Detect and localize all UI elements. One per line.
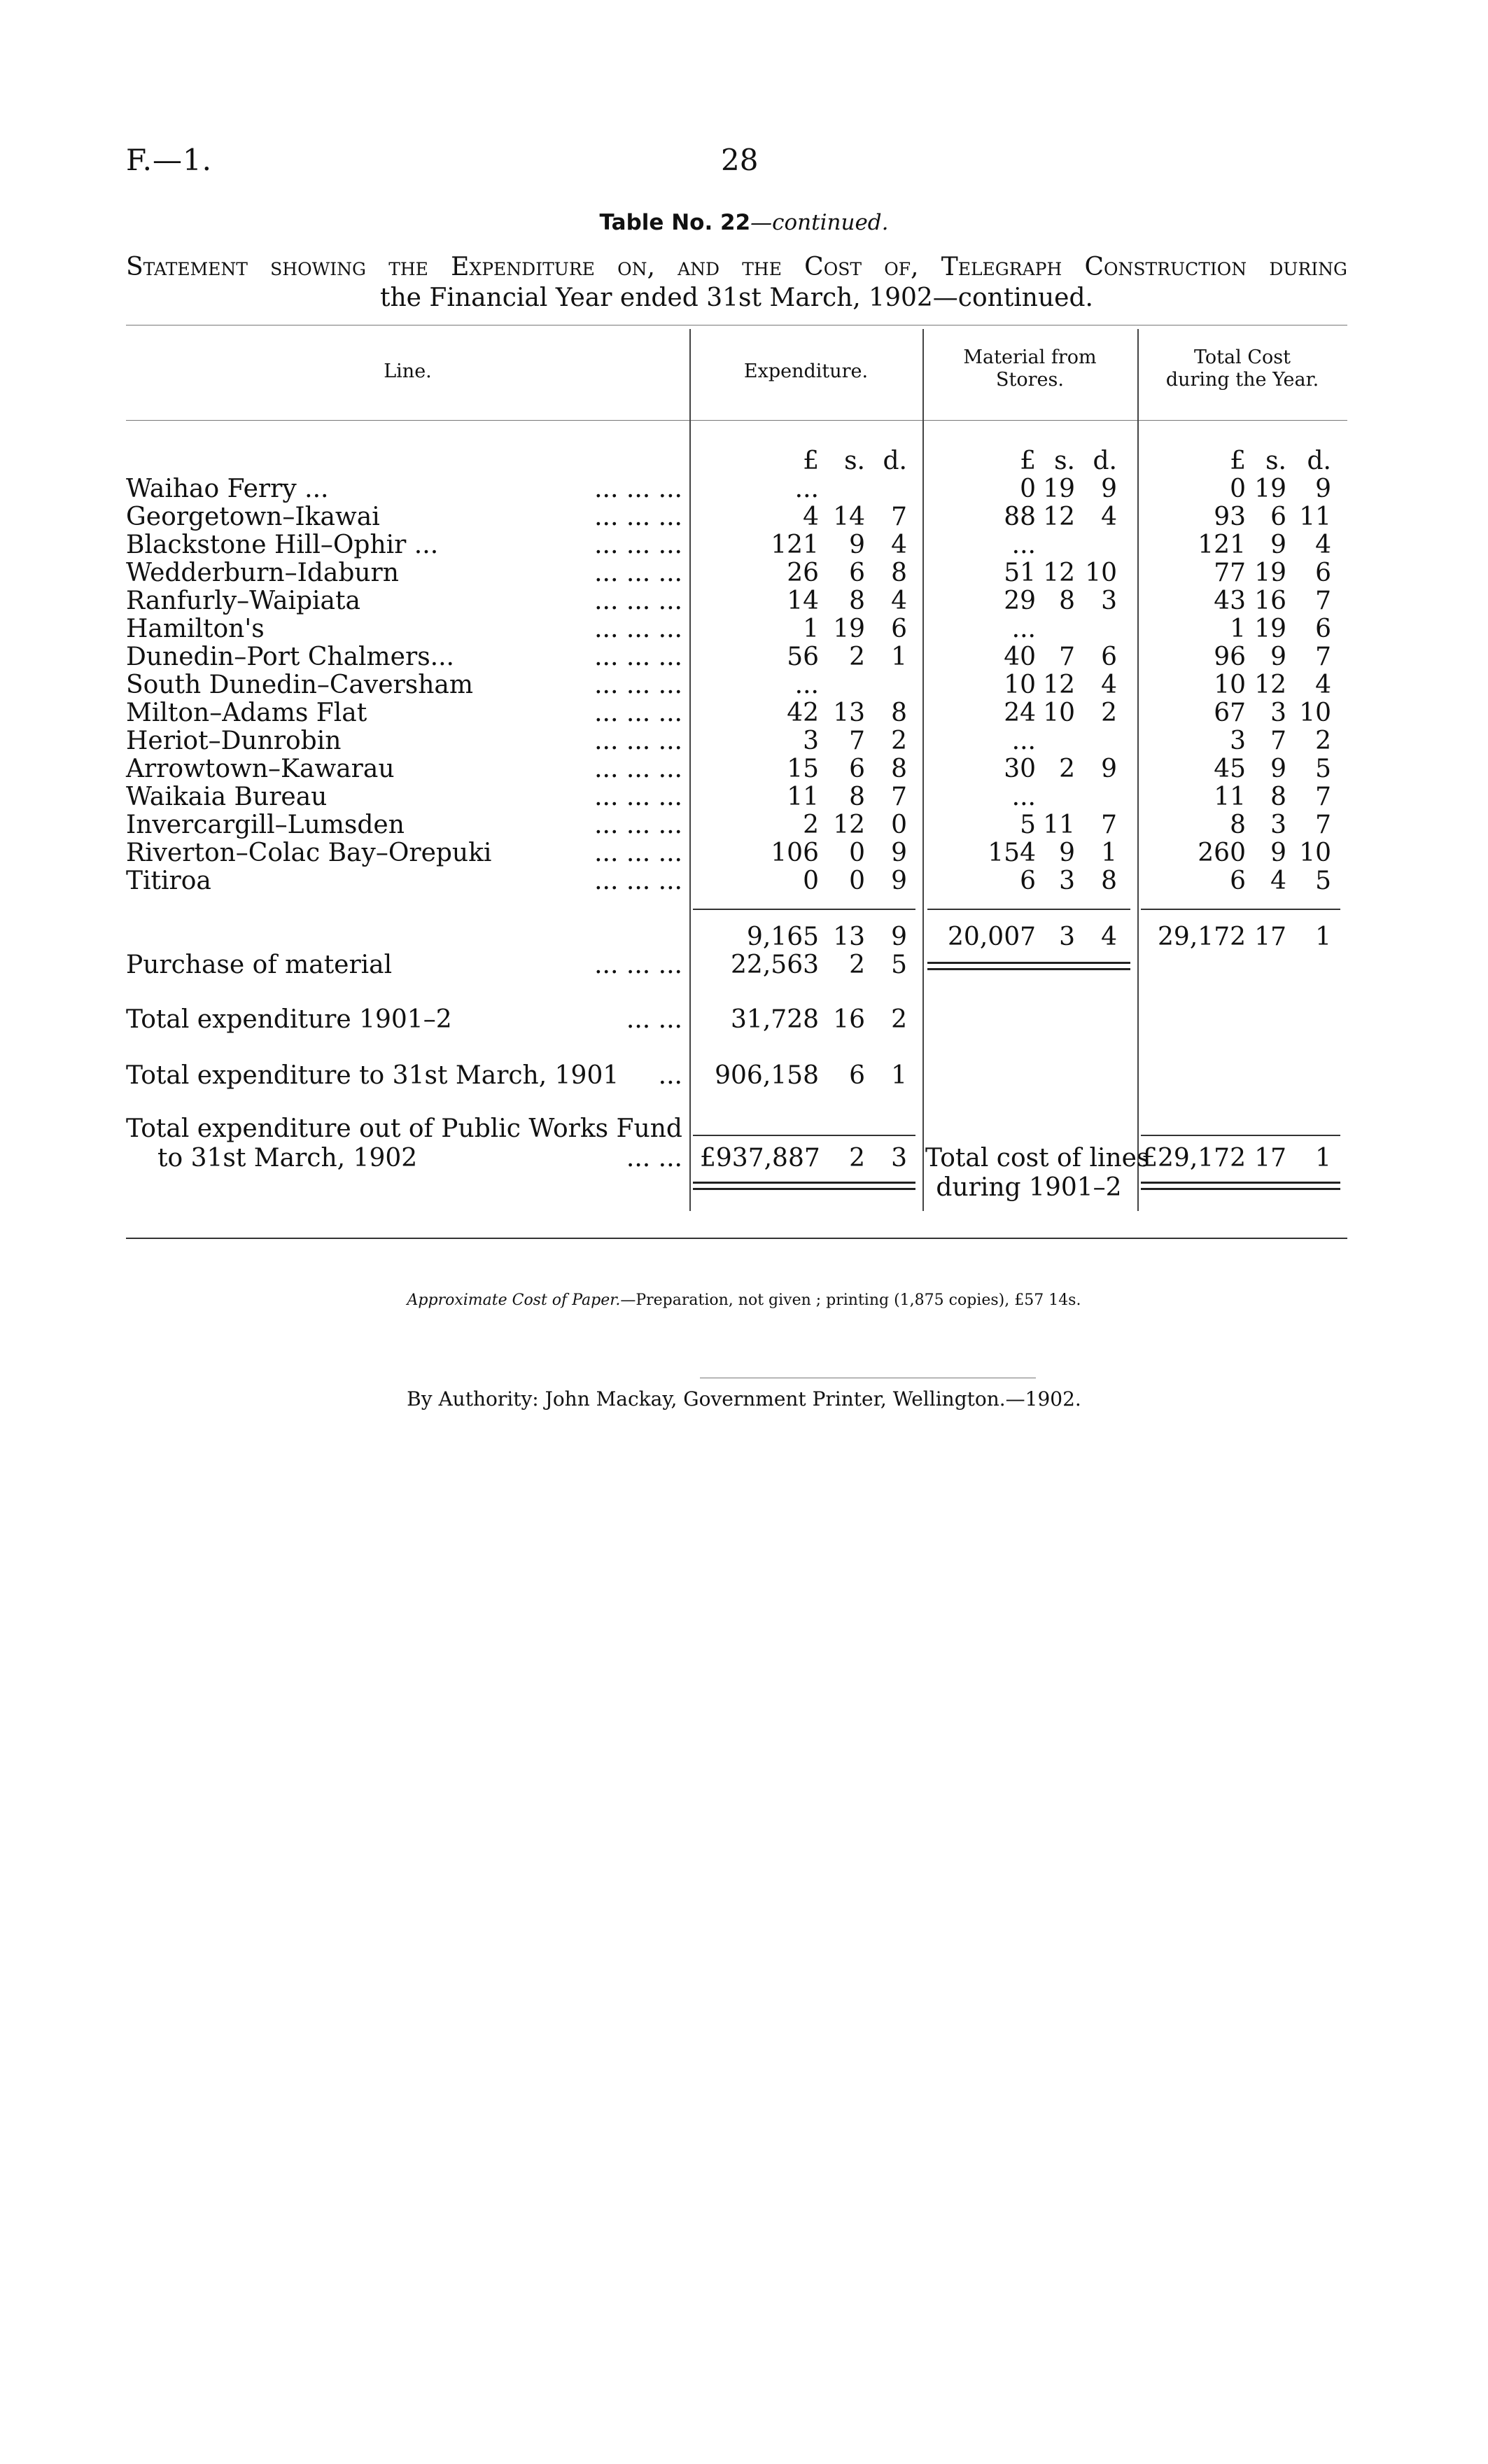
mat-pence: 6 — [1101, 643, 1117, 671]
exp-pence: 5 — [891, 951, 907, 979]
paper-cost-label: Approximate Cost of Paper. — [407, 1292, 621, 1309]
column-header-material — [922, 346, 1137, 391]
leader-dots: ... ... — [626, 1144, 682, 1172]
table-bottom-rule — [126, 1238, 1347, 1239]
leader-dots: ... ... — [626, 1005, 682, 1034]
tot-pence: 11 — [1299, 503, 1331, 531]
exp-shillings: 6 — [849, 559, 865, 587]
tot-shillings: 9 — [1270, 839, 1286, 867]
mat-pounds: 40 — [1004, 643, 1036, 671]
exp-pounds: ... — [794, 475, 819, 503]
mat-pence: 4 — [1101, 923, 1117, 951]
tot-shillings: 9 — [1270, 755, 1286, 783]
grand-total-tot-double-rule — [1141, 1182, 1340, 1190]
exp-pounds: 106 — [771, 839, 819, 867]
exp-pence: 1 — [891, 643, 907, 671]
leader-dots: ... — [658, 1061, 682, 1090]
table-title-continued: —continued. — [750, 210, 889, 235]
exp-pounds: 26 — [787, 559, 819, 587]
column-header-expenditure: Expenditure. — [743, 360, 869, 382]
mat-pence: 8 — [1101, 867, 1117, 895]
exp-shillings: 0 — [849, 839, 865, 867]
unit-pence: d. — [1093, 447, 1117, 475]
tot-pence: 2 — [1315, 727, 1331, 755]
tot-shillings: 19 — [1254, 559, 1286, 587]
exp-pence: 9 — [891, 839, 907, 867]
exp-shillings: 6 — [849, 1061, 865, 1090]
exp-pounds: 0 — [803, 867, 819, 895]
exp-pounds: 906,158 — [715, 1061, 819, 1090]
leader-dots: ... ... ... — [594, 839, 682, 867]
mat-pence: 4 — [1101, 671, 1117, 699]
mat-shillings: 7 — [1059, 643, 1075, 671]
exp-pounds: 14 — [787, 587, 819, 615]
tot-shillings: 9 — [1270, 643, 1286, 671]
tot-shillings: 19 — [1254, 475, 1286, 503]
mat-pounds: 30 — [1004, 755, 1036, 783]
grand-total-mid-label-1: Total cost of lines — [925, 1144, 1150, 1172]
exp-pence: 7 — [891, 503, 907, 531]
mat-pounds: 154 — [988, 839, 1036, 867]
tot-shillings: 16 — [1254, 587, 1286, 615]
exp-shillings: 14 — [833, 503, 865, 531]
exp-shillings: 16 — [833, 1005, 865, 1034]
line-name: Waihao Ferry ... — [126, 475, 329, 503]
exp-pence: 2 — [891, 1005, 907, 1034]
tot-pence: 7 — [1315, 643, 1331, 671]
tot-pounds: 260 — [1198, 839, 1246, 867]
exp-pounds: 11 — [787, 783, 819, 811]
exp-pence: 3 — [891, 1144, 907, 1172]
line-name: Invercargill–Lumsden — [126, 811, 405, 839]
mat-shillings: 9 — [1059, 839, 1075, 867]
unit-pence: d. — [1307, 447, 1331, 475]
mat-pounds: 10 — [1004, 671, 1036, 699]
total-1901-2-label: Total expenditure 1901–2 — [126, 1005, 452, 1034]
grand-total-top-rule — [693, 1135, 915, 1136]
document-reference: F.—1. — [126, 143, 213, 177]
mat-pounds: 0 — [1020, 475, 1036, 503]
exp-shillings: 19 — [833, 615, 865, 643]
exp-pounds: 9,165 — [746, 923, 819, 951]
tot-shillings: 7 — [1270, 727, 1286, 755]
line-name: Wedderburn–Idaburn — [126, 559, 399, 587]
exp-pounds: 121 — [771, 531, 819, 559]
column-header-total — [1137, 346, 1347, 391]
line-name: Waikaia Bureau — [126, 783, 328, 811]
mat-pence: 2 — [1101, 699, 1117, 727]
exp-pounds: 56 — [787, 643, 819, 671]
grand-total-exp-double-rule — [693, 1182, 915, 1190]
exp-pounds: 2 — [803, 811, 819, 839]
mat-pounds: 24 — [1004, 699, 1036, 727]
exp-shillings: 13 — [833, 699, 865, 727]
column-header-material-line-2: Stores. — [996, 369, 1064, 391]
statement-line-2: the Financial Year ended 31st March, 1902—continued. — [380, 284, 1093, 312]
leader-dots: ... ... ... — [594, 783, 682, 811]
grand-total-label-line-1: Total expenditure out of Public Works Fund — [126, 1114, 682, 1143]
printer-authority: By Authority: John Mackay, Government Printer, Wellington.—1902. — [407, 1387, 1081, 1410]
leader-dots: ... ... ... — [594, 587, 682, 615]
tot-shillings: 6 — [1270, 503, 1286, 531]
exp-pence: 4 — [891, 531, 907, 559]
exp-shillings: 2 — [849, 643, 865, 671]
exp-shillings: 8 — [849, 783, 865, 811]
tot-shillings: 19 — [1254, 615, 1286, 643]
grand-total-mid-label-2: during 1901–2 — [936, 1173, 1122, 1202]
mat-pence: 4 — [1101, 503, 1117, 531]
exp-pounds: 22,563 — [731, 951, 819, 979]
grand-total-top-rule-right — [1141, 1135, 1340, 1136]
line-name: Arrowtown–Kawarau — [126, 755, 395, 783]
exp-pence: 0 — [891, 811, 907, 839]
unit-shillings: s. — [1054, 447, 1075, 475]
column-header-total-line-1: Total Cost — [1194, 346, 1291, 368]
mat-pence: 9 — [1101, 475, 1117, 503]
tot-shillings: 12 — [1254, 671, 1286, 699]
exp-pounds: 1 — [803, 615, 819, 643]
mat-shillings: 10 — [1043, 699, 1075, 727]
leader-dots: ... ... ... — [594, 615, 682, 643]
tot-shillings: 8 — [1270, 783, 1286, 811]
mat-pounds: ... — [1011, 531, 1036, 559]
exp-shillings: 12 — [833, 811, 865, 839]
mat-shillings: 3 — [1059, 867, 1075, 895]
mat-pounds: 5 — [1020, 811, 1036, 839]
mat-pence: 9 — [1101, 755, 1117, 783]
mat-pounds: 29 — [1004, 587, 1036, 615]
tot-pence: 7 — [1315, 783, 1331, 811]
tot-pence: 4 — [1315, 531, 1331, 559]
leader-dots: ... ... ... — [594, 951, 682, 979]
line-name: Georgetown–Ikawai — [126, 503, 380, 531]
statement-line-1: Statement showing the Expenditure on, and the Cost of, Telegraph Construction during — [126, 253, 1347, 281]
tot-pence: 5 — [1315, 867, 1331, 895]
unit-pound: £ — [803, 447, 819, 475]
paper-cost-text: —Preparation, not given ; printing (1,875 copies), £57 14s. — [620, 1292, 1081, 1309]
tot-pounds: £29,172 — [1142, 1144, 1246, 1172]
tot-pounds: 11 — [1214, 783, 1246, 811]
unit-pence: d. — [883, 447, 907, 475]
mat-pounds: ... — [1011, 783, 1036, 811]
exp-pence: 8 — [891, 755, 907, 783]
line-name: Milton–Adams Flat — [126, 699, 367, 727]
column-header-line: Line. — [384, 360, 432, 382]
tot-pounds: 45 — [1214, 755, 1246, 783]
tot-pounds: 77 — [1214, 559, 1246, 587]
exp-pence: 8 — [891, 559, 907, 587]
exp-pence: 7 — [891, 783, 907, 811]
exp-shillings: 7 — [849, 727, 865, 755]
total-to-1901-label: Total expenditure to 31st March, 1901 — [126, 1061, 619, 1090]
mat-subtotal-double-rule — [927, 962, 1130, 970]
tot-pounds: 0 — [1230, 475, 1246, 503]
leader-dots: ... ... ... — [594, 643, 682, 671]
mat-shillings: 2 — [1059, 755, 1075, 783]
mat-pounds: ... — [1011, 727, 1036, 755]
column-header-total-line-2: during the Year. — [1165, 369, 1319, 391]
exp-shillings: 6 — [849, 755, 865, 783]
paper-cost-note — [0, 1292, 1488, 1309]
exp-pence: 9 — [891, 923, 907, 951]
tot-pounds: 93 — [1214, 503, 1246, 531]
tot-pounds: 43 — [1214, 587, 1246, 615]
exp-pounds: 15 — [787, 755, 819, 783]
mat-pence: 1 — [1101, 839, 1117, 867]
table-top-rule — [126, 325, 1347, 326]
exp-pounds: 4 — [803, 503, 819, 531]
line-name: Heriot–Dunrobin — [126, 727, 342, 755]
tot-pounds: 29,172 — [1158, 923, 1246, 951]
mat-shillings: 12 — [1043, 671, 1075, 699]
tot-shillings: 17 — [1254, 1144, 1286, 1172]
page-number: 28 — [721, 143, 759, 177]
mat-pence: 10 — [1085, 559, 1117, 587]
tot-pounds: 3 — [1230, 727, 1246, 755]
exp-shillings: 2 — [849, 1144, 865, 1172]
tot-pounds: 67 — [1214, 699, 1246, 727]
leader-dots: ... ... ... — [594, 727, 682, 755]
tot-pounds: 96 — [1214, 643, 1246, 671]
column-header-material-line-1: Material from — [963, 346, 1097, 368]
leader-dots: ... ... ... — [594, 559, 682, 587]
line-name: Blackstone Hill–Ophir ... — [126, 531, 439, 559]
tot-pounds: 6 — [1230, 867, 1246, 895]
tot-pence: 7 — [1315, 811, 1331, 839]
mat-shillings: 12 — [1043, 559, 1075, 587]
line-name: South Dunedin–Caversham — [126, 671, 474, 699]
tot-shillings: 9 — [1270, 531, 1286, 559]
mat-pounds: 6 — [1020, 867, 1036, 895]
tot-shillings: 4 — [1270, 867, 1286, 895]
table-title — [0, 210, 1488, 235]
mat-shillings: 19 — [1043, 475, 1075, 503]
tot-pence: 9 — [1315, 475, 1331, 503]
tot-pence: 1 — [1315, 1144, 1331, 1172]
tot-subtotal-rule — [1141, 909, 1340, 910]
mat-pence: 7 — [1101, 811, 1117, 839]
mat-subtotal-rule — [927, 909, 1130, 910]
purchase-label: Purchase of material — [126, 951, 393, 979]
mat-shillings: 12 — [1043, 503, 1075, 531]
exp-pounds: 42 — [787, 699, 819, 727]
exp-pence: 1 — [891, 1061, 907, 1090]
exp-pounds: 31,728 — [731, 1005, 819, 1034]
line-name: Dunedin–Port Chalmers... — [126, 643, 455, 671]
tot-shillings: 3 — [1270, 811, 1286, 839]
leader-dots: ... ... ... — [594, 699, 682, 727]
exp-pence: 4 — [891, 587, 907, 615]
tot-pence: 10 — [1299, 699, 1331, 727]
line-name: Titiroa — [126, 867, 211, 895]
table-title-bold: Table No. 22 — [599, 210, 751, 235]
exp-shillings: 13 — [833, 923, 865, 951]
leader-dots: ... ... ... — [594, 867, 682, 895]
leader-dots: ... ... ... — [594, 531, 682, 559]
exp-pounds: 3 — [803, 727, 819, 755]
tot-pence: 6 — [1315, 559, 1331, 587]
tot-pence: 1 — [1315, 923, 1331, 951]
unit-shillings: s. — [1265, 447, 1286, 475]
mat-pounds: 20,007 — [948, 923, 1036, 951]
exp-shillings: 2 — [849, 951, 865, 979]
mat-shillings: 3 — [1059, 923, 1075, 951]
exp-pence: 6 — [891, 615, 907, 643]
mat-pounds: 88 — [1004, 503, 1036, 531]
tot-pence: 6 — [1315, 615, 1331, 643]
tot-pence: 7 — [1315, 587, 1331, 615]
leader-dots: ... ... ... — [594, 475, 682, 503]
unit-shillings: s. — [844, 447, 865, 475]
leader-dots: ... ... ... — [594, 755, 682, 783]
exp-shillings: 8 — [849, 587, 865, 615]
exp-shillings: 0 — [849, 867, 865, 895]
tot-pounds: 121 — [1198, 531, 1246, 559]
leader-dots: ... ... ... — [594, 503, 682, 531]
exp-pence: 9 — [891, 867, 907, 895]
tot-pence: 5 — [1315, 755, 1331, 783]
tot-shillings: 17 — [1254, 923, 1286, 951]
tot-pounds: 8 — [1230, 811, 1246, 839]
exp-pounds: ... — [794, 671, 819, 699]
mat-shillings: 8 — [1059, 587, 1075, 615]
line-name: Hamilton's — [126, 615, 265, 643]
unit-pound: £ — [1020, 447, 1036, 475]
line-name: Riverton–Colac Bay–Orepuki — [126, 839, 492, 867]
exp-subtotal-rule — [693, 909, 915, 910]
unit-pound: £ — [1230, 447, 1246, 475]
tot-pence: 4 — [1315, 671, 1331, 699]
exp-pence: 2 — [891, 727, 907, 755]
mat-shillings: 11 — [1043, 811, 1075, 839]
tot-shillings: 3 — [1270, 699, 1286, 727]
mat-pence: 3 — [1101, 587, 1117, 615]
exp-pence: 8 — [891, 699, 907, 727]
mat-pounds: 51 — [1004, 559, 1036, 587]
tot-pence: 10 — [1299, 839, 1331, 867]
exp-shillings: 9 — [849, 531, 865, 559]
tot-pounds: 1 — [1230, 615, 1246, 643]
column-divider-1 — [689, 329, 691, 1211]
line-name: Ranfurly–Waipiata — [126, 587, 360, 615]
tot-pounds: 10 — [1214, 671, 1246, 699]
column-divider-2 — [922, 329, 924, 1211]
column-divider-3 — [1137, 329, 1139, 1211]
leader-dots: ... ... ... — [594, 811, 682, 839]
statement-heading — [126, 252, 1347, 314]
mat-pounds: ... — [1011, 615, 1036, 643]
grand-total-label-line-2: to 31st March, 1902 — [157, 1144, 418, 1172]
leader-dots: ... ... ... — [594, 671, 682, 699]
header-bottom-rule — [126, 420, 1347, 421]
exp-pounds: £937,887 — [700, 1144, 820, 1172]
